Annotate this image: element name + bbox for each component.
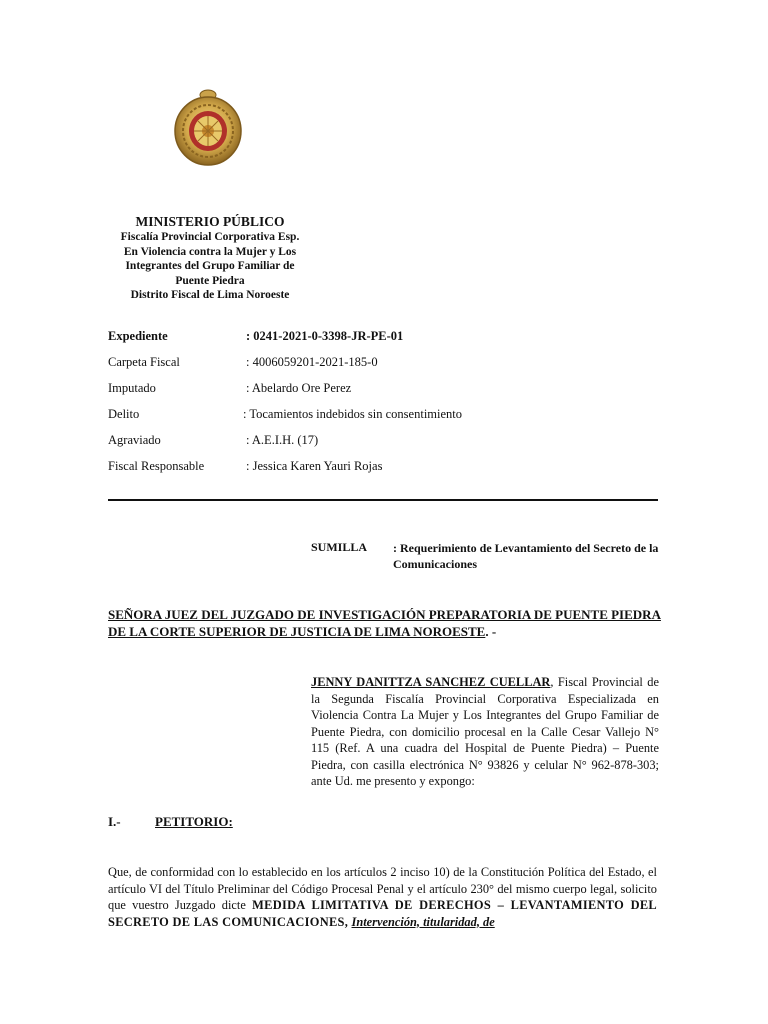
field-label: Delito — [108, 407, 140, 421]
field-value: : A.E.I.H. (17) — [246, 433, 319, 447]
office-line: En Violencia contra la Mujer y Los — [123, 245, 297, 258]
prosecutor-name: JENNY DANITTZA SANCHEZ CUELLAR — [311, 675, 551, 689]
field-value: : Tocamientos indebidos sin consentimiento — [243, 407, 463, 421]
field-label: Expediente — [108, 329, 168, 343]
field-value: : 4006059201-2021-185-0 — [246, 355, 378, 369]
petitorio-measure: MEDIDA LIMITATIVA DE DERECHOS – LEVANTAMIENTO DEL SECRETO DE LAS COMUNICACIONES, — [108, 898, 657, 929]
horizontal-rule — [108, 499, 658, 501]
org-name: MINISTERIO PÚBLICO — [135, 214, 285, 229]
office-line: Fiscalía Provincial Corporativa Esp. — [120, 231, 300, 243]
field-value: : Abelardo Ore Perez — [246, 381, 352, 395]
section-title-text: PETITORIO — [155, 814, 229, 829]
office-line: Distrito Fiscal de Lima Noroeste — [130, 289, 290, 301]
office-line: Integrantes del Grupo Familiar de — [125, 260, 295, 272]
section-title-suffix: : — [228, 814, 233, 829]
intro-text: , Fiscal Provincial de la Segunda Fiscalía Provincial Corporativa Especializada en Violencia Contra La Mujer y Los Integrantes del Grupo Familiar de Puente Piedra, con domicilio procesal en la Calle Cesar Vallejo N° 115 (Ref. A una cuadra del Hospital de Puente Piedra) – Puente Piedra, con casilla electrónica N° 93826 y celular N° 962-878-303; ante Ud. me presento y expongo: — [311, 675, 659, 788]
office-line: Puente Piedra — [175, 274, 245, 287]
section-number: I.- — [108, 814, 121, 829]
addressee-suffix: . - — [485, 624, 497, 639]
field-value: : 0241-2021-0-3398-JR-PE-01 — [246, 329, 404, 343]
office-header — [100, 213, 320, 303]
field-value: : Jessica Karen Yauri Rojas — [246, 459, 383, 473]
section-title — [155, 814, 233, 830]
field-label: Agraviado — [108, 433, 161, 447]
field-label: Carpeta Fiscal — [108, 355, 180, 369]
petitorio-emphasis: Intervención, titularidad, de — [351, 914, 495, 929]
addressee — [108, 606, 668, 640]
ministerio-publico-seal — [172, 86, 244, 168]
intro-paragraph — [311, 674, 659, 790]
petitorio-text: Que, de conformidad con lo establecido en los artículos 2 inciso 10) de la Constitución Política del Estado, el artículo VI del Título Preliminar del Código Procesal Penal y el artículo 230° del mismo cuerpo legal, solicito que vuestro Juzgado dicte — [108, 865, 657, 912]
petitorio-paragraph — [108, 864, 657, 930]
field-label: Fiscal Responsable — [108, 459, 205, 473]
addressee-text: SEÑORA JUEZ DEL JUZGADO DE INVESTIGACIÓN PREPARATORIA DE PUENTE PIEDRA DE LA CORTE SUPERIOR DE JUSTICIA DE LIMA NOROESTE — [108, 607, 661, 639]
sumilla-label: SUMILLA — [311, 540, 368, 554]
sumilla-value: : Requerimiento de Levantamiento del Secreto de la Comunicaciones — [393, 541, 659, 571]
field-label: Imputado — [108, 381, 156, 395]
